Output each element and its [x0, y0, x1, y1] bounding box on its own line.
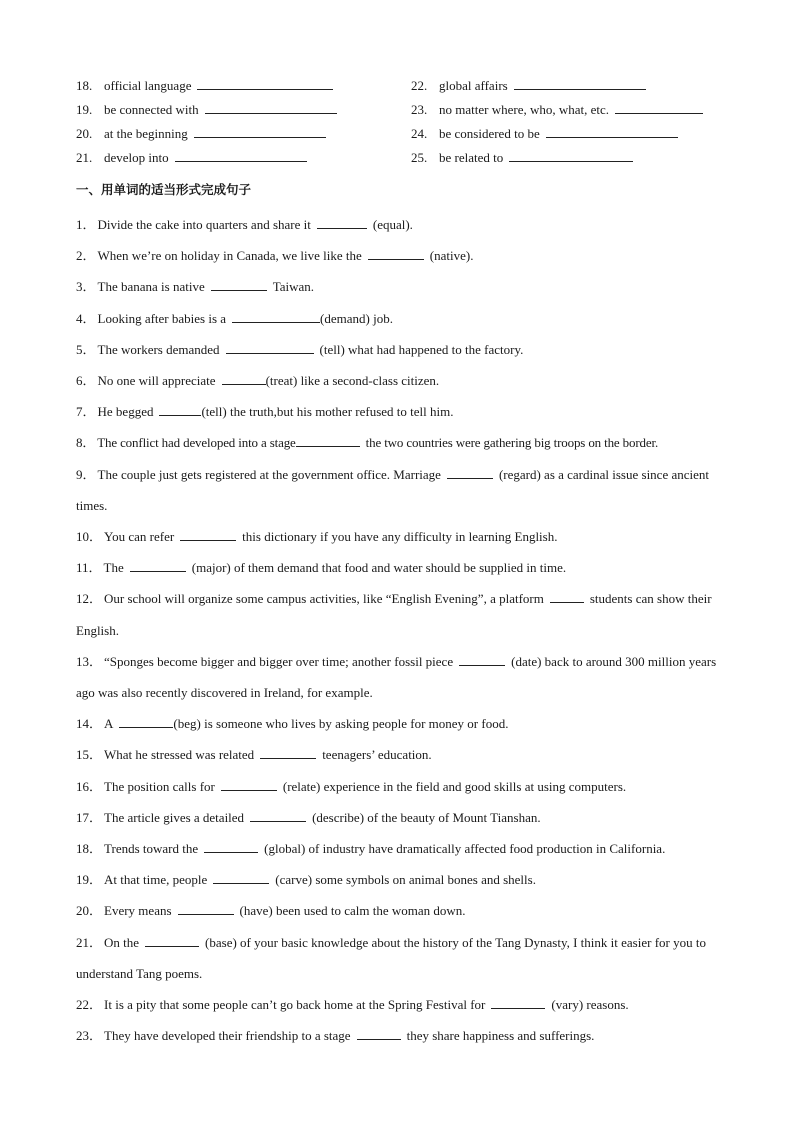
- question-text-after: they share happiness and sufferings.: [406, 1028, 595, 1044]
- question-text-after: (describe) of the beauty of Mount Tianshan.: [312, 809, 541, 825]
- answer-blank[interactable]: [222, 372, 266, 385]
- vocab-phrase: be related to: [439, 150, 504, 165]
- question-text-before: The couple just gets registered at the government office. Marriage: [97, 466, 441, 482]
- question-text-before: The conflict had developed into a stage: [97, 435, 296, 451]
- answer-blank[interactable]: [159, 403, 201, 416]
- vocab-item: [411, 124, 678, 143]
- vocab-item: [411, 76, 646, 95]
- question-number: 13．: [76, 653, 103, 669]
- question-item: [76, 927, 721, 989]
- vocab-item: [76, 76, 333, 95]
- question-text-after: (relate) experience in the field and good skills at using computers.: [282, 778, 627, 794]
- question-item: [76, 334, 721, 365]
- answer-blank[interactable]: [546, 124, 678, 138]
- vocab-number: 25.: [411, 150, 428, 165]
- answer-blank[interactable]: [211, 278, 267, 291]
- answer-blank[interactable]: [204, 840, 258, 853]
- answer-blank[interactable]: [260, 746, 316, 759]
- question-item: [76, 989, 721, 1020]
- vocab-item: [411, 148, 633, 167]
- question-item: [76, 739, 721, 770]
- vocab-phrase: be connected with: [104, 102, 199, 117]
- question-text-after: (global) of industry have dramatically affected food production in California.: [264, 841, 666, 857]
- question-number: 8．: [76, 435, 96, 451]
- question-text-before: “Sponges become bigger and bigger over time; another fossil piece: [104, 653, 454, 669]
- question-item: [76, 583, 721, 645]
- vocab-row: [76, 148, 726, 172]
- question-number: 9．: [76, 466, 96, 482]
- answer-blank[interactable]: [491, 996, 545, 1009]
- vocab-item: [76, 124, 326, 143]
- question-text-before: No one will appreciate: [97, 373, 216, 389]
- question-number: 11．: [76, 560, 102, 576]
- question-number: 16．: [76, 778, 103, 794]
- question-text-after: this dictionary if you have any difficulty in learning English.: [242, 529, 558, 545]
- question-number: 7．: [76, 404, 96, 420]
- answer-blank[interactable]: [205, 100, 337, 114]
- question-text-before: Divide the cake into quarters and share it: [97, 217, 311, 232]
- answer-blank[interactable]: [221, 778, 277, 791]
- answer-blank[interactable]: [550, 590, 584, 603]
- question-item: [76, 365, 721, 396]
- question-item: [76, 209, 721, 240]
- question-text-after: (tell) what had happened to the factory.: [319, 341, 524, 357]
- vocab-item: [76, 148, 307, 167]
- question-text-before: Every means: [104, 903, 172, 919]
- question-item: [76, 864, 721, 895]
- answer-blank[interactable]: [178, 902, 234, 915]
- question-text-after: (date) back to around 300 million years ago was also recently discovered in Ireland, for example.: [76, 653, 717, 701]
- vocab-phrase: official language: [104, 78, 192, 93]
- question-text-after: (treat) like a second-class citizen.: [265, 373, 440, 389]
- question-text-after: (equal).: [372, 217, 413, 232]
- question-item: [76, 552, 721, 583]
- question-number: 4．: [76, 310, 96, 326]
- question-number: 19．: [76, 872, 103, 888]
- question-item: [76, 895, 721, 926]
- question-text-after: (carve) some symbols on animal bones and shells.: [275, 872, 536, 888]
- vocab-number: 22.: [411, 78, 428, 93]
- question-item: [76, 303, 721, 334]
- question-number: 18．: [76, 841, 103, 857]
- answer-blank[interactable]: [119, 715, 173, 728]
- answer-blank[interactable]: [130, 559, 186, 572]
- question-text-after: (major) of them demand that food and water should be supplied in time.: [191, 560, 567, 576]
- question-item: [76, 271, 721, 302]
- answer-blank[interactable]: [213, 871, 269, 884]
- question-number: 22．: [76, 997, 103, 1013]
- vocab-number: 23.: [411, 102, 428, 117]
- answer-blank[interactable]: [368, 247, 424, 260]
- question-number: 20．: [76, 903, 103, 919]
- question-text-before: The workers demanded: [97, 341, 220, 357]
- question-text-before: The banana is native: [97, 279, 205, 295]
- question-text-after: teenagers’ education.: [322, 747, 432, 763]
- question-text-before: He begged: [97, 404, 154, 420]
- question-text-before: Our school will organize some campus activities, like “English Evening”, a platform: [104, 591, 544, 607]
- question-text-before: What he stressed was related: [104, 747, 255, 763]
- answer-blank[interactable]: [180, 528, 236, 541]
- question-text-after: (native).: [429, 248, 474, 264]
- question-text-before: Trends toward the: [104, 841, 199, 857]
- question-text-before: A: [104, 716, 114, 732]
- question-text-before: Looking after babies is a: [97, 310, 227, 326]
- answer-blank[interactable]: [197, 76, 333, 90]
- question-text-before: It is a pity that some people can’t go back home at the Spring Festival for: [104, 997, 486, 1013]
- question-number: 21．: [76, 934, 103, 950]
- question-item: [76, 240, 721, 271]
- vocab-phrase: global affairs: [439, 78, 508, 93]
- answer-blank[interactable]: [175, 148, 307, 162]
- question-number: 6．: [76, 373, 96, 389]
- answer-blank[interactable]: [317, 216, 367, 229]
- question-text-after: Taiwan.: [272, 279, 315, 295]
- answer-blank[interactable]: [459, 653, 505, 666]
- vocab-item: [76, 100, 337, 119]
- question-number: 3．: [76, 279, 96, 295]
- vocab-phrase: no matter where, who, what, etc.: [439, 102, 610, 117]
- question-text-before: The article gives a detailed: [104, 809, 245, 825]
- answer-blank[interactable]: [194, 124, 326, 138]
- question-text-after: students can show their English.: [76, 591, 712, 638]
- question-text-after: (vary) reasons.: [551, 997, 629, 1013]
- vocab-row: [76, 100, 726, 124]
- vocab-row: [76, 124, 726, 148]
- vocab-row: [76, 76, 726, 100]
- question-number: 5．: [76, 341, 96, 357]
- question-item: [76, 1020, 721, 1051]
- question-number: 17．: [76, 809, 103, 825]
- section-heading: 一、用单词的适当形式完成句子: [76, 182, 252, 197]
- question-text-before: At that time, people: [104, 872, 208, 888]
- question-number: 14．: [76, 716, 103, 732]
- question-number: 15．: [76, 747, 103, 763]
- question-number: 1．: [76, 217, 96, 232]
- question-text-before: You can refer: [104, 529, 175, 545]
- vocab-number: 20.: [76, 126, 93, 141]
- vocab-phrase: develop into: [104, 150, 169, 165]
- question-text-after: the two countries were gathering big troops on the border.: [365, 435, 659, 451]
- question-text-before: On the: [104, 934, 140, 950]
- question-text-before: They have developed their friendship to a stage: [104, 1028, 351, 1044]
- question-text-before: The position calls for: [104, 778, 215, 794]
- question-item: [76, 396, 721, 427]
- question-number: 10．: [76, 529, 103, 545]
- question-text-after: (tell) the truth,but his mother refused to tell him.: [201, 404, 454, 420]
- question-number: 2．: [76, 248, 96, 264]
- question-item: [76, 833, 721, 864]
- vocab-number: 21.: [76, 150, 93, 165]
- vocab-number: 19.: [76, 102, 93, 117]
- answer-blank[interactable]: [296, 434, 360, 447]
- answer-blank[interactable]: [226, 341, 314, 354]
- answer-blank[interactable]: [514, 76, 646, 90]
- question-number: 12．: [76, 591, 103, 607]
- vocab-phrase: at the beginning: [104, 126, 188, 141]
- answer-blank[interactable]: [232, 310, 320, 323]
- answer-blank[interactable]: [447, 466, 493, 479]
- question-item: [76, 427, 721, 458]
- answer-blank[interactable]: [145, 934, 199, 947]
- vocab-number: 18.: [76, 78, 93, 93]
- answer-blank[interactable]: [509, 148, 633, 162]
- answer-blank[interactable]: [250, 809, 306, 822]
- vocab-item: [411, 100, 703, 119]
- question-item: [76, 646, 721, 708]
- question-item: [76, 459, 721, 521]
- answer-blank[interactable]: [615, 100, 703, 114]
- question-item: [76, 708, 721, 739]
- question-item: [76, 802, 721, 833]
- vocab-number: 24.: [411, 126, 428, 141]
- question-text-before: The: [103, 560, 124, 576]
- vocab-phrase: be considered to be: [439, 126, 540, 141]
- answer-blank[interactable]: [357, 1027, 401, 1040]
- question-list: [76, 209, 721, 1051]
- question-item: [76, 771, 721, 802]
- question-item: [76, 521, 721, 552]
- question-text-after: (regard) as a cardinal issue since ancient times.: [76, 466, 710, 513]
- question-number: 23．: [76, 1028, 103, 1044]
- question-text-after: (demand) job.: [320, 310, 393, 326]
- question-text-after: (beg) is someone who lives by asking people for money or food.: [173, 716, 509, 732]
- question-text-after: (have) been used to calm the woman down.: [239, 903, 466, 919]
- vocab-list: [76, 76, 726, 172]
- question-text-after: (base) of your basic knowledge about the history of the Tang Dynasty, I think it easier for you to understand Tang poems.: [76, 934, 706, 981]
- question-text-before: When we’re on holiday in Canada, we live like the: [97, 248, 362, 264]
